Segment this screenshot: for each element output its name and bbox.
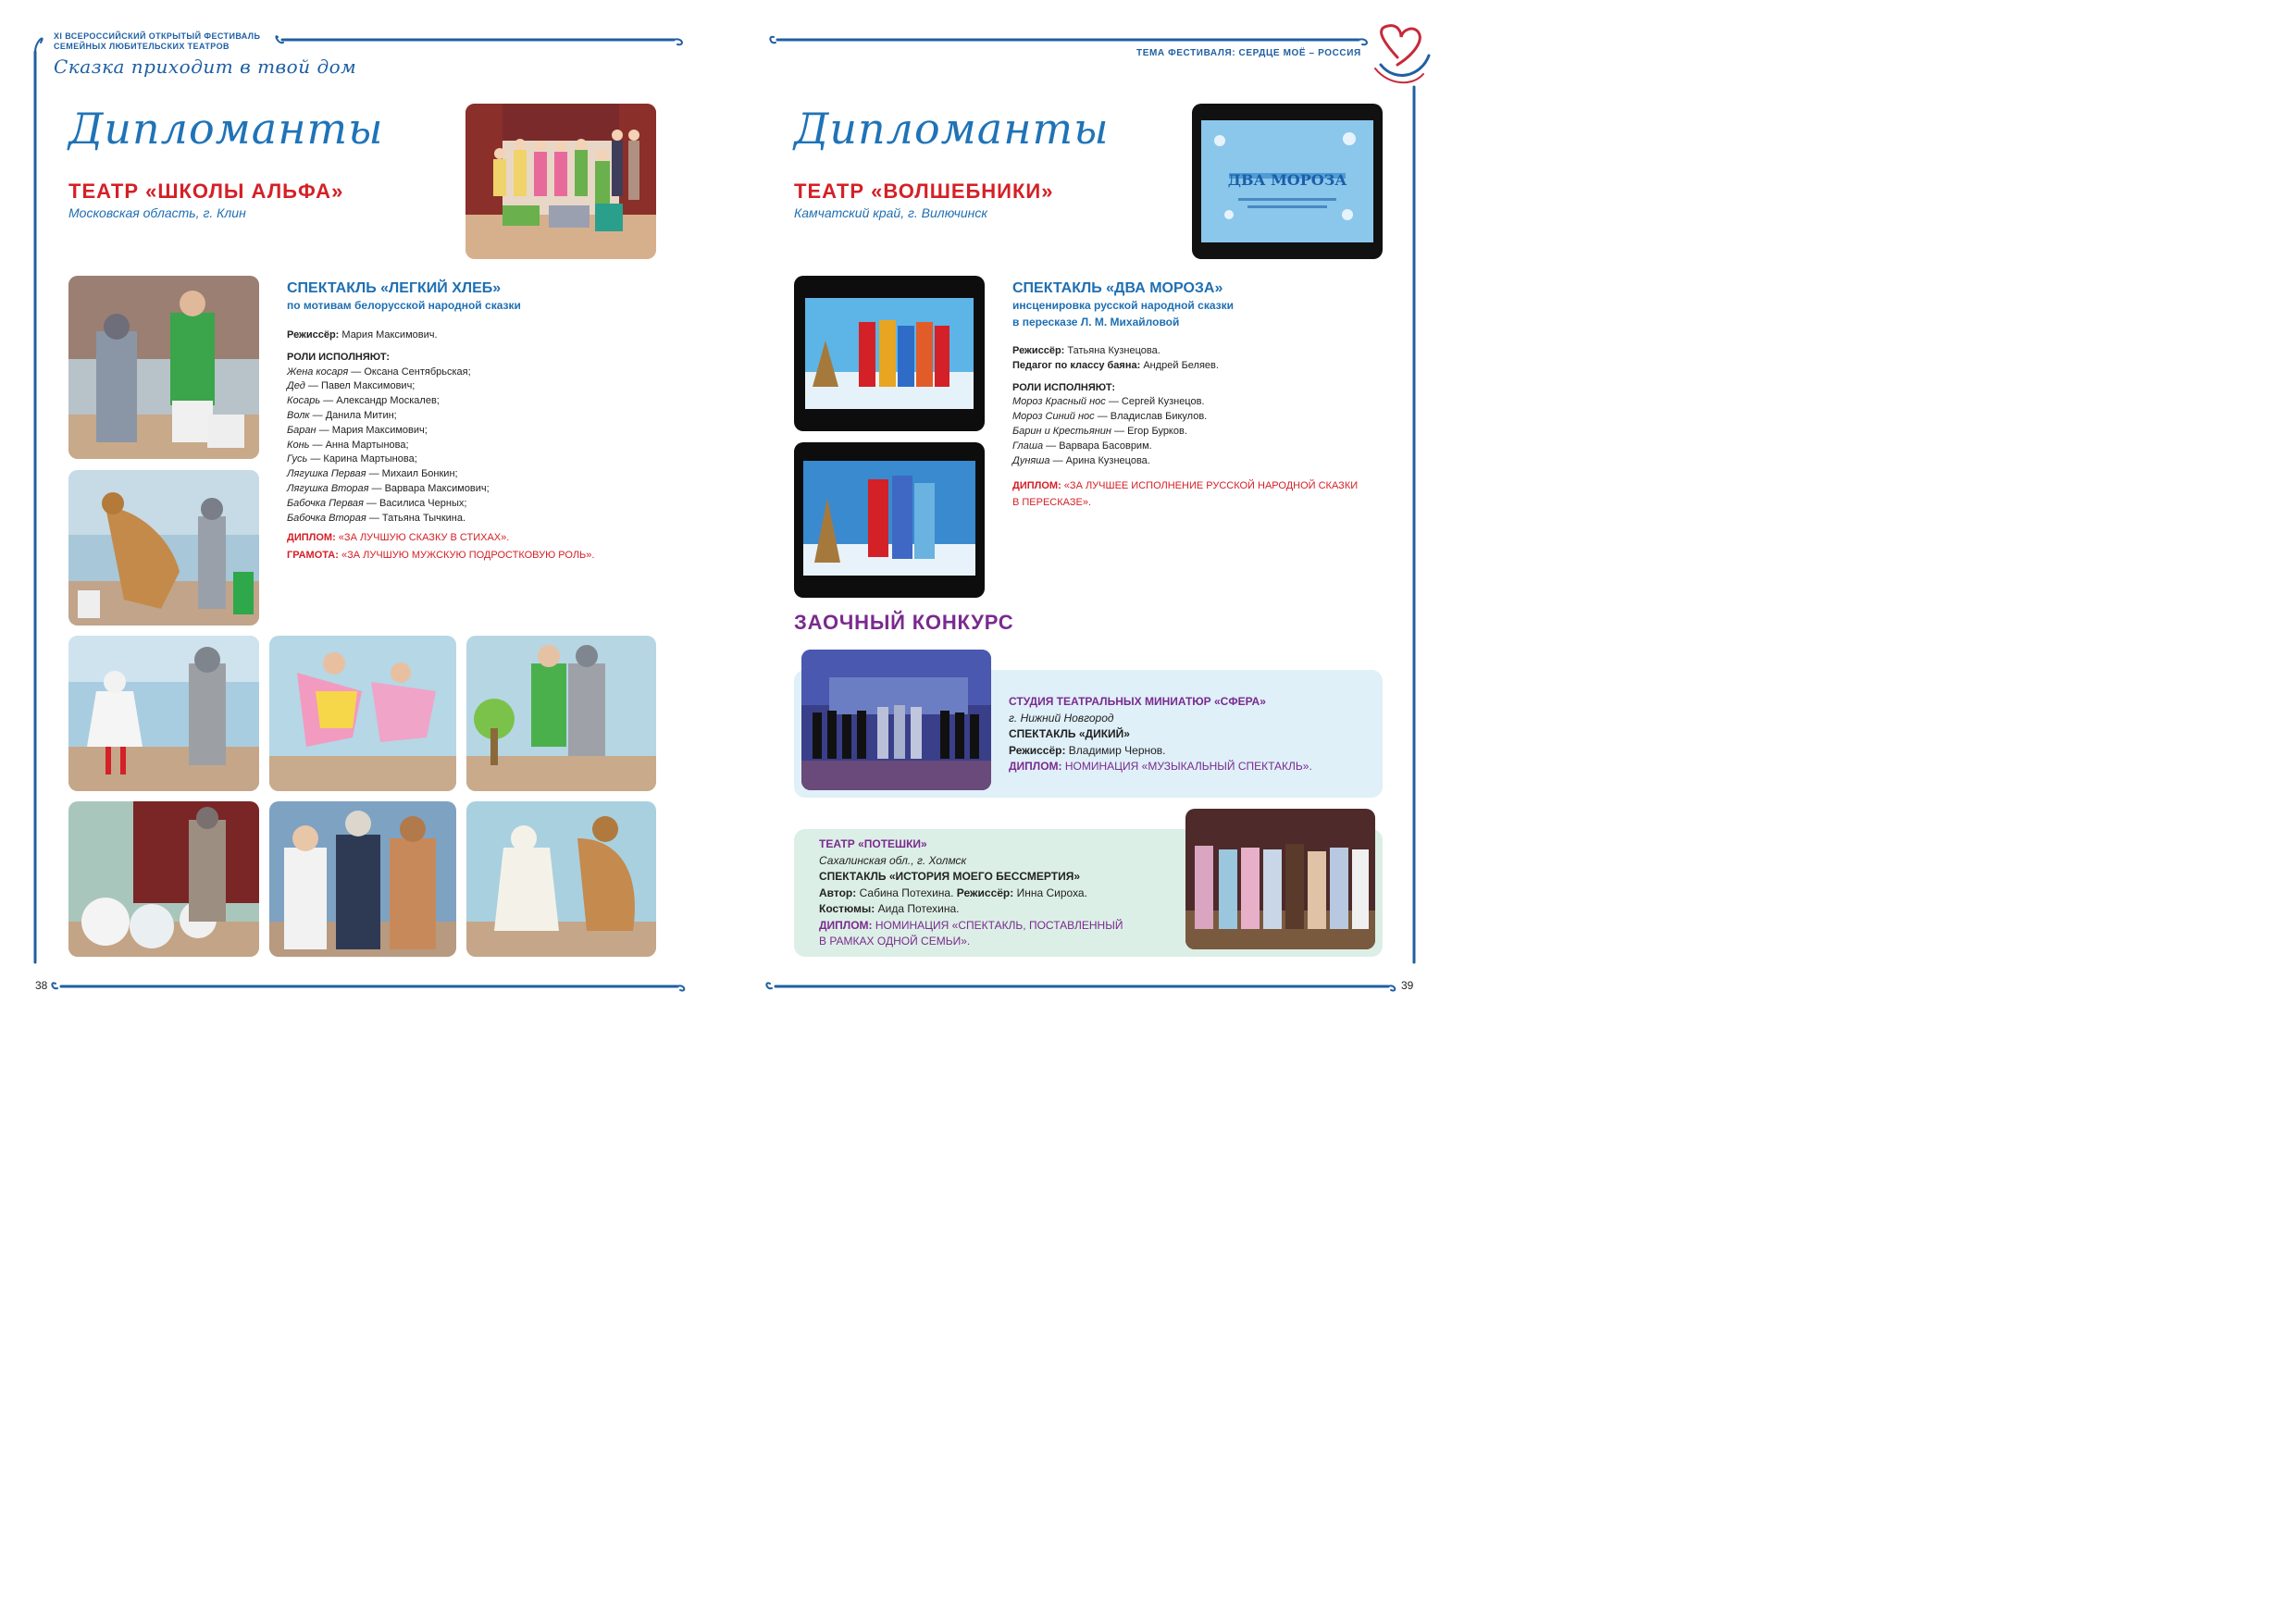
sfera-director: Режиссёр: Владимир Чернов. — [1009, 743, 1166, 757]
festival-header — [54, 31, 260, 52]
section-title-zaochny: ЗАОЧНЫЙ КОНКУРС — [794, 611, 1014, 634]
sfera-city: г. Нижний Новгород — [1009, 711, 1114, 725]
theatre-region-right: Камчатский край, г. Вилючинск — [794, 205, 987, 220]
festival-theme: ТЕМА ФЕСТИВАЛЯ: СЕРДЦЕ МОЁ – РОССИЯ — [1136, 48, 1361, 58]
page-number-left: 38 — [35, 979, 48, 992]
photo-trio-actors — [269, 801, 456, 957]
sfera-info — [1009, 694, 1379, 775]
screen-title-text: ДВА МОРОЗА — [1227, 171, 1347, 189]
poteshki-costumes: Костюмы: Аида Потехина. — [819, 902, 960, 915]
festival-line-1: XI ВСЕРОССИЙСКИЙ ОТКРЫТЫЙ ФЕСТИВАЛЬ — [54, 31, 261, 41]
page-title-left: Дипломанты — [68, 104, 384, 154]
teacher-line: Педагог по классу баяна: Андрей Беляев. — [1012, 359, 1219, 371]
poteshki-info — [819, 836, 1171, 950]
heart-logo-icon — [1375, 26, 1429, 83]
group-photo-alfa — [465, 104, 656, 259]
poteshki-performance: СПЕКТАКЛЬ «ИСТОРИЯ МОЕГО БЕССМЕРТИЯ» — [819, 870, 1081, 883]
performance-subtitle-right-2: в пересказе Л. М. Михайловой — [1012, 316, 1180, 328]
award-gramota-left: ГРАМОТА: «ЗА ЛУЧШУЮ МУЖСКУЮ ПОДРОСТКОВУЮ РОЛЬ». — [287, 550, 595, 562]
theatre-name-left: ТЕАТР «ШКОЛЫ АЛЬФА» — [68, 180, 344, 203]
theatre-region-left: Московская область, г. Клин — [68, 205, 246, 220]
performance-title-left: СПЕКТАКЛЬ «ЛЕГКИЙ ХЛЕБ» — [287, 280, 502, 296]
role-line: Жена косаря — Оксана Сентябрьская; — [287, 365, 471, 378]
roles-header: РОЛИ ИСПОЛНЯЮТ: — [287, 351, 391, 363]
credits-left — [287, 328, 657, 564]
poteshki-city: Сахалинская обл., г. Холмск — [819, 853, 967, 867]
award-diploma-left: ДИПЛОМ: «ЗА ЛУЧШУЮ СКАЗКУ В СТИХАХ». — [287, 532, 510, 544]
role-line: Барин и Крестьянин — Егор Бурков. — [1012, 425, 1187, 437]
page-number-right: 39 — [1401, 979, 1414, 992]
performance-subtitle-left: по мотивам белорусской народной сказки — [287, 299, 521, 312]
photo-tree-scene — [466, 636, 656, 791]
role-line: Бабочка Первая — Василиса Черных; — [287, 497, 467, 509]
poteshki-award: ДИПЛОМ: НОМИНАЦИЯ «СПЕКТАКЛЬ, ПОСТАВЛЕННЫЙ В РАМКАХ ОДНОЙ СЕМЬИ». — [819, 918, 1123, 948]
photo-flowers-wolf — [68, 801, 259, 957]
role-line: Гусь — Карина Мартынова; — [287, 453, 417, 465]
roles-header: РОЛИ ИСПОЛНЯЮТ: — [1012, 381, 1116, 393]
director-line: Режиссёр: Татьяна Кузнецова. — [1012, 345, 1160, 356]
sfera-award: ДИПЛОМ: НОМИНАЦИЯ «МУЗЫКАЛЬНЫЙ СПЕКТАКЛЬ». — [1009, 760, 1312, 773]
performance-subtitle-right-1: инсценировка русской народной сказки — [1012, 299, 1234, 312]
role-line: Лягушка Первая — Михаил Бонкин; — [287, 468, 458, 480]
role-line: Мороз Красный нос — Сергей Кузнецов. — [1012, 396, 1205, 408]
photo-goose-wolf — [68, 636, 259, 791]
role-line: Дед — Павел Максимович; — [287, 380, 416, 392]
role-line: Мороз Синий нос — Владислав Бикулов. — [1012, 411, 1208, 423]
credits-right — [1012, 344, 1401, 511]
role-line: Баран — Мария Максимович; — [287, 424, 428, 436]
photo-ram-horse — [466, 801, 656, 957]
photo-butterflies — [269, 636, 456, 791]
photo-poteshki — [1185, 809, 1375, 949]
director-line: Режиссёр: Мария Максимович. — [287, 329, 438, 341]
role-line: Волк — Данила Митин; — [287, 409, 397, 421]
role-line: Косарь — Александр Москалев; — [287, 395, 440, 407]
award-diploma-right: ДИПЛОМ: «ЗА ЛУЧШЕЕ ИСПОЛНЕНИЕ РУССКОЙ НАРОДНОЙ СКАЗКИ В ПЕРЕСКАЗЕ». — [1012, 480, 1359, 509]
photo-horse-scene — [68, 470, 259, 626]
role-line: Дуняша — Арина Кузнецова. — [1012, 454, 1150, 466]
role-line: Конь — Анна Мартынова; — [287, 439, 409, 451]
performance-title-right: СПЕКТАКЛЬ «ДВА МОРОЗА» — [1012, 280, 1223, 296]
photo-wolf-scene — [68, 276, 259, 459]
photo-frost-stage-1 — [794, 276, 985, 431]
photo-frost-stage-2 — [794, 442, 985, 598]
role-line: Бабочка Вторая — Татьяна Тычкина. — [287, 512, 466, 524]
role-line: Глаша — Варвара Басоврим. — [1012, 440, 1152, 452]
theatre-name-right: ТЕАТР «ВОЛШЕБНИКИ» — [794, 180, 1054, 203]
poteshki-theatre: ТЕАТР «ПОТЕШКИ» — [819, 837, 927, 850]
poteshki-author-director: Автор: Сабина Потехина. Режиссёр: Инна Сироха. — [819, 886, 1087, 899]
sfera-performance: СПЕКТАКЛЬ «ДИКИЙ» — [1009, 727, 1130, 740]
page-title-right: Дипломанты — [794, 104, 1110, 154]
festival-line-2: СЕМЕЙНЫХ ЛЮБИТЕЛЬСКИХ ТЕАТРОВ — [54, 42, 230, 51]
sfera-studio: СТУДИЯ ТЕАТРАЛЬНЫХ МИНИАТЮР «СФЕРА» — [1009, 695, 1266, 708]
photo-sfera — [801, 650, 991, 790]
role-line: Лягушка Вторая — Варвара Максимович; — [287, 482, 490, 494]
photo-title-screen — [1192, 104, 1383, 259]
festival-slogan: Сказка приходит в твой дом — [54, 56, 357, 78]
